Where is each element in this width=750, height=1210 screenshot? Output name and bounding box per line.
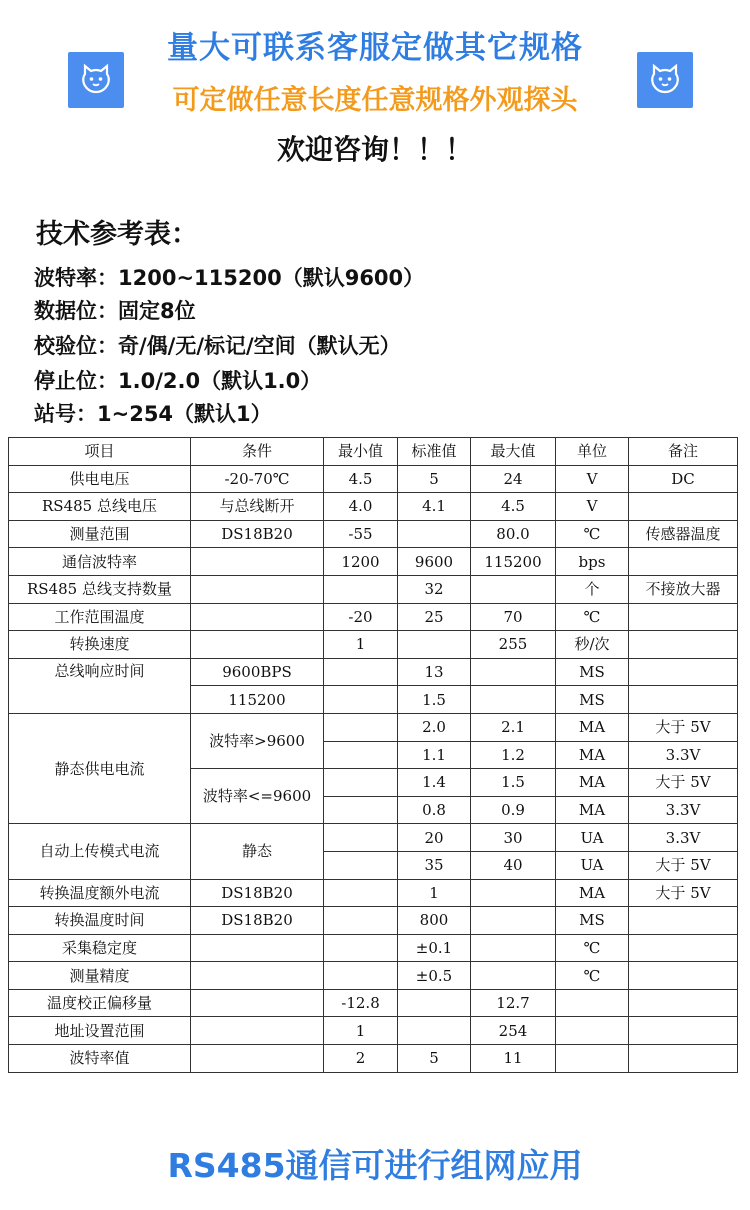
cell-item: 总线响应时间 xyxy=(9,658,191,713)
cell-min xyxy=(324,686,398,714)
cell-note: 3.3V xyxy=(629,796,738,824)
header-max: 最大值 xyxy=(471,438,556,466)
cell-unit xyxy=(556,1045,629,1073)
banner-line-welcome: 欢迎咨询！！！ xyxy=(276,133,473,166)
table-row xyxy=(9,713,738,741)
cell-unit: MA xyxy=(556,879,629,907)
cell-unit: ℃ xyxy=(556,962,629,990)
banner-line-custom-probe: 可定做任意长度任意规格外观探头 xyxy=(172,85,578,116)
cell-condition: 9600BPS xyxy=(191,658,324,686)
table-row xyxy=(9,934,738,962)
cell-max: 70 xyxy=(471,603,556,631)
table-row xyxy=(9,631,738,659)
cell-max xyxy=(471,575,556,603)
cell-max xyxy=(471,907,556,935)
cell-min: 1200 xyxy=(324,548,398,576)
cell-unit: 秒/次 xyxy=(556,631,629,659)
cell-min xyxy=(324,741,398,769)
cell-condition: DS18B20 xyxy=(191,879,324,907)
cell-min: 2 xyxy=(324,1045,398,1073)
table-row xyxy=(9,1017,738,1045)
cell-note: 不接放大器 xyxy=(629,575,738,603)
cell-note: 3.3V xyxy=(629,741,738,769)
cell-note: DC xyxy=(629,465,738,493)
table-row xyxy=(9,658,738,686)
cell-min xyxy=(324,851,398,879)
cell-note: 大于 5V xyxy=(629,851,738,879)
cell-unit: ℃ xyxy=(556,934,629,962)
cell-unit: MA xyxy=(556,713,629,741)
cell-item: 转换温度额外电流 xyxy=(9,879,191,907)
cell-max: 4.5 xyxy=(471,493,556,521)
cell-note xyxy=(629,1017,738,1045)
cell-note xyxy=(629,658,738,686)
table-row xyxy=(9,493,738,521)
cell-condition xyxy=(191,631,324,659)
cell-note: 大于 5V xyxy=(629,713,738,741)
cell-condition xyxy=(191,934,324,962)
cell-note xyxy=(629,686,738,714)
cell-typical: 1.4 xyxy=(398,769,471,797)
cell-min: 1 xyxy=(324,631,398,659)
cell-unit: MS xyxy=(556,658,629,686)
cell-condition xyxy=(191,989,324,1017)
cell-typical xyxy=(398,989,471,1017)
cell-typical: 800 xyxy=(398,907,471,935)
cell-item: 测量范围 xyxy=(9,520,191,548)
cell-condition: DS18B20 xyxy=(191,907,324,935)
header-min: 最小值 xyxy=(324,438,398,466)
cell-max: 80.0 xyxy=(471,520,556,548)
cell-max: 30 xyxy=(471,824,556,852)
spec-station-id: 站号：1~254（默认1） xyxy=(34,402,272,426)
header-condition: 条件 xyxy=(191,438,324,466)
cell-typical: 25 xyxy=(398,603,471,631)
cell-min xyxy=(324,907,398,935)
table-row xyxy=(9,465,738,493)
cell-item: 自动上传模式电流 xyxy=(9,824,191,879)
table-row xyxy=(9,962,738,990)
cell-min xyxy=(324,824,398,852)
cell-condition xyxy=(191,1017,324,1045)
cell-unit: ℃ xyxy=(556,520,629,548)
cell-unit: MS xyxy=(556,907,629,935)
cell-condition xyxy=(191,548,324,576)
cell-note xyxy=(629,989,738,1017)
cell-condition xyxy=(191,575,324,603)
cell-item: 工作范围温度 xyxy=(9,603,191,631)
cell-unit: bps xyxy=(556,548,629,576)
spec-parity: 校验位：奇/偶/无/标记/空间（默认无） xyxy=(34,334,401,358)
table-row xyxy=(9,1045,738,1073)
cell-unit: UA xyxy=(556,851,629,879)
cell-max: 2.1 xyxy=(471,713,556,741)
cell-min xyxy=(324,575,398,603)
cell-note xyxy=(629,907,738,935)
cell-item: 转换温度时间 xyxy=(9,907,191,935)
cell-typical: ±0.5 xyxy=(398,962,471,990)
cell-max xyxy=(471,879,556,907)
cell-item: 静态供电电流 xyxy=(9,713,191,823)
parameter-table-container xyxy=(8,437,738,1073)
cell-unit: MA xyxy=(556,796,629,824)
cell-typical: 0.8 xyxy=(398,796,471,824)
cell-item: 采集稳定度 xyxy=(9,934,191,962)
cell-item: 波特率值 xyxy=(9,1045,191,1073)
cell-min xyxy=(324,658,398,686)
header-item: 项目 xyxy=(9,438,191,466)
cell-typical xyxy=(398,631,471,659)
cell-note xyxy=(629,962,738,990)
cell-min: -12.8 xyxy=(324,989,398,1017)
cell-unit: UA xyxy=(556,824,629,852)
spec-data-bits: 数据位：固定8位 xyxy=(34,299,196,323)
cell-max: 24 xyxy=(471,465,556,493)
header-note: 备注 xyxy=(629,438,738,466)
cell-typical: 5 xyxy=(398,1045,471,1073)
table-row xyxy=(9,603,738,631)
cell-min xyxy=(324,713,398,741)
cell-max: 40 xyxy=(471,851,556,879)
header-typical: 标准值 xyxy=(398,438,471,466)
cell-note: 3.3V xyxy=(629,824,738,852)
spec-baud-rate: 波特率：1200~115200（默认9600） xyxy=(34,266,425,290)
cell-item: RS485 总线电压 xyxy=(9,493,191,521)
cell-note xyxy=(629,603,738,631)
header-unit: 单位 xyxy=(556,438,629,466)
cell-max: 254 xyxy=(471,1017,556,1045)
cell-min xyxy=(324,769,398,797)
cell-typical: ±0.1 xyxy=(398,934,471,962)
cell-unit: V xyxy=(556,465,629,493)
cell-typical: 20 xyxy=(398,824,471,852)
cell-max: 0.9 xyxy=(471,796,556,824)
table-row xyxy=(9,879,738,907)
cell-condition: 与总线断开 xyxy=(191,493,324,521)
cell-note: 大于 5V xyxy=(629,879,738,907)
cell-condition xyxy=(191,603,324,631)
cell-min: -20 xyxy=(324,603,398,631)
cell-item: 供电电压 xyxy=(9,465,191,493)
cell-unit: V xyxy=(556,493,629,521)
cell-item: 转换速度 xyxy=(9,631,191,659)
cell-max xyxy=(471,962,556,990)
cell-typical xyxy=(398,520,471,548)
cell-max: 115200 xyxy=(471,548,556,576)
cell-max: 11 xyxy=(471,1045,556,1073)
cell-note: 传感器温度 xyxy=(629,520,738,548)
cell-max: 1.2 xyxy=(471,741,556,769)
table-row xyxy=(9,520,738,548)
cell-condition: 波特率<=9600 xyxy=(191,769,324,824)
specs-heading: 技术参考表： xyxy=(36,219,198,250)
cell-unit xyxy=(556,989,629,1017)
cell-typical xyxy=(398,1017,471,1045)
cell-condition xyxy=(191,962,324,990)
cell-unit: MA xyxy=(556,769,629,797)
cell-min xyxy=(324,879,398,907)
table-row xyxy=(9,548,738,576)
cell-max: 255 xyxy=(471,631,556,659)
cell-min xyxy=(324,962,398,990)
cell-item: RS485 总线支持数量 xyxy=(9,575,191,603)
cell-condition xyxy=(191,1045,324,1073)
cell-note xyxy=(629,493,738,521)
cell-max: 12.7 xyxy=(471,989,556,1017)
cell-item: 温度校正偏移量 xyxy=(9,989,191,1017)
cell-min: 4.5 xyxy=(324,465,398,493)
cell-note xyxy=(629,548,738,576)
cell-min: -55 xyxy=(324,520,398,548)
cell-max: 1.5 xyxy=(471,769,556,797)
cell-unit: 个 xyxy=(556,575,629,603)
cell-item: 测量精度 xyxy=(9,962,191,990)
cell-condition: 波特率>9600 xyxy=(191,713,324,768)
cell-typical: 4.1 xyxy=(398,493,471,521)
table-header-row xyxy=(9,438,738,466)
cell-max xyxy=(471,934,556,962)
cell-unit xyxy=(556,1017,629,1045)
cell-unit: ℃ xyxy=(556,603,629,631)
parameter-table xyxy=(8,437,738,1073)
cell-note: 大于 5V xyxy=(629,769,738,797)
cell-unit: MA xyxy=(556,741,629,769)
cell-condition: DS18B20 xyxy=(191,520,324,548)
cell-note xyxy=(629,934,738,962)
cell-typical: 2.0 xyxy=(398,713,471,741)
cell-min xyxy=(324,796,398,824)
table-row xyxy=(9,907,738,935)
table-row xyxy=(9,824,738,852)
cell-typical: 5 xyxy=(398,465,471,493)
table-row xyxy=(9,989,738,1017)
cell-note xyxy=(629,1045,738,1073)
cell-min xyxy=(324,934,398,962)
cell-condition: 静态 xyxy=(191,824,324,879)
cell-typical: 35 xyxy=(398,851,471,879)
cell-typical: 9600 xyxy=(398,548,471,576)
cell-max xyxy=(471,686,556,714)
spec-stop-bits: 停止位：1.0/2.0（默认1.0） xyxy=(34,369,322,393)
cell-max xyxy=(471,658,556,686)
footer-network-slogan: RS485通信可进行组网应用 xyxy=(167,1146,583,1185)
cell-typical: 32 xyxy=(398,575,471,603)
cell-item: 通信波特率 xyxy=(9,548,191,576)
cell-unit: MS xyxy=(556,686,629,714)
cell-item: 地址设置范围 xyxy=(9,1017,191,1045)
cell-note xyxy=(629,631,738,659)
cell-min: 4.0 xyxy=(324,493,398,521)
cell-typical: 1 xyxy=(398,879,471,907)
cell-typical: 13 xyxy=(398,658,471,686)
cell-condition: -20-70℃ xyxy=(191,465,324,493)
cell-condition: 115200 xyxy=(191,686,324,714)
cell-typical: 1.1 xyxy=(398,741,471,769)
cell-typical: 1.5 xyxy=(398,686,471,714)
cell-min: 1 xyxy=(324,1017,398,1045)
table-row xyxy=(9,575,738,603)
banner-line-custom-specs: 量大可联系客服定做其它规格 xyxy=(167,30,583,66)
